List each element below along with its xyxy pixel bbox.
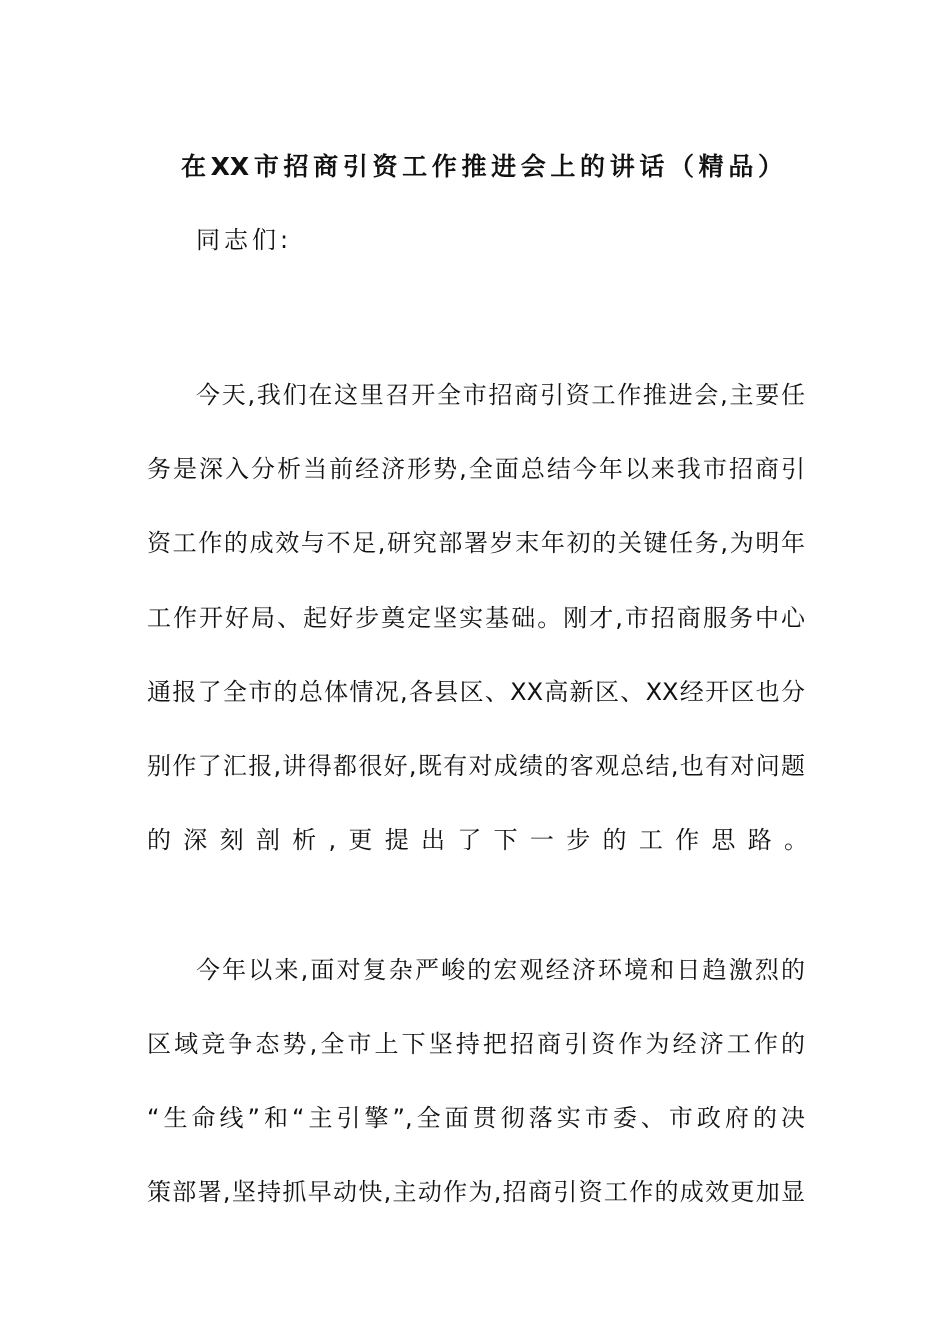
paragraph-line: 区域竞争态势,全市上下坚持把招商引资作为经济工作的 — [147, 1030, 805, 1058]
paragraph-line: 务是深入分析当前经济形势,全面总结今年以来我市招商引 — [147, 455, 805, 483]
greeting: 同志们: — [196, 226, 293, 254]
paragraph-line: 的深刻剖析,更提出了下一步的工作思路。 — [147, 826, 821, 854]
paragraph-line: 通报了全市的总体情况,各县区、XX高新区、XX经开区也分 — [147, 678, 805, 706]
paragraph-line: 今天,我们在这里召开全市招商引资工作推进会,主要任 — [196, 381, 805, 409]
paragraph-line: 策部署,坚持抓早动快,主动作为,招商引资工作的成效更加显 — [147, 1178, 805, 1206]
paragraph-line: “生命线”和“主引擎”,全面贯彻落实市委、市政府的决 — [147, 1104, 805, 1132]
document-title: 在XX市招商引资工作推进会上的讲话（精品） — [181, 152, 783, 181]
paragraph-line: 资工作的成效与不足,研究部署岁末年初的关键任务,为明年 — [147, 529, 805, 557]
paragraph-line: 工作开好局、起好步奠定坚实基础。刚才,市招商服务中心 — [147, 604, 805, 632]
paragraph-line: 别作了汇报,讲得都很好,既有对成绩的客观总结,也有对问题 — [147, 752, 805, 780]
paragraph-line: 今年以来,面对复杂严峻的宏观经济环境和日趋激烈的 — [196, 956, 805, 984]
